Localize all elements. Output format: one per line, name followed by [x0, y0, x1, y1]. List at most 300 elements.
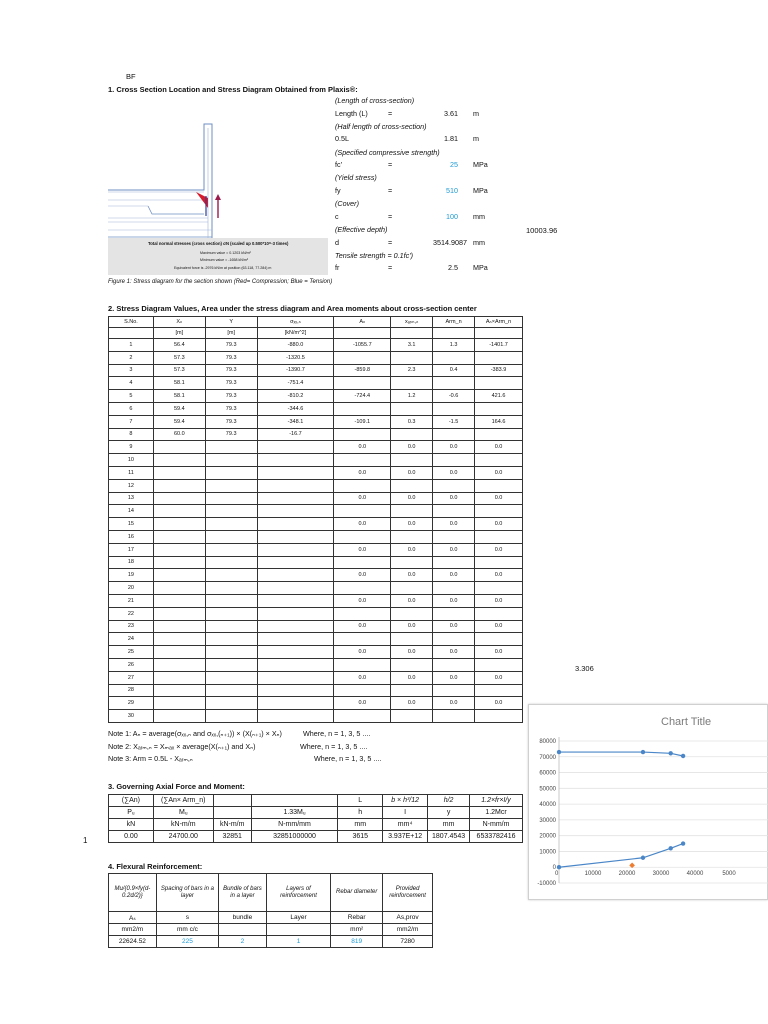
- table-cell: [257, 466, 334, 479]
- note-text: Note 2: Xₐᵣₘ,ₙ = Xₘₐₓ × average(X(ₙ₊₁) and Xₙ): [108, 741, 256, 751]
- table-cell: [334, 658, 391, 671]
- table-row: [109, 466, 523, 479]
- table-cell: 6533782416: [470, 831, 523, 843]
- table-cell: [475, 582, 523, 595]
- table-cell: [433, 454, 475, 467]
- table-cell: mm: [338, 819, 383, 831]
- table-cell: [475, 710, 523, 723]
- plot-max: Maximum value = 0.1203 kN/m²: [200, 251, 251, 255]
- table-cell: [m]: [205, 328, 257, 339]
- table-cell: [257, 505, 334, 518]
- table-cell[interactable]: 2: [219, 936, 267, 948]
- param-equals: =: [388, 185, 393, 195]
- table-cell: -1.5: [433, 415, 475, 428]
- table-cell: kN-m/m: [153, 819, 213, 831]
- table-cell: -1390.7: [257, 364, 334, 377]
- table-cell: [205, 505, 257, 518]
- param-note: (Yield stress): [335, 173, 377, 183]
- table-cell: [205, 441, 257, 454]
- table-cell[interactable]: 819: [331, 936, 383, 948]
- table-cell: 0.0: [391, 594, 433, 607]
- side-value-arm: 3.306: [575, 664, 594, 673]
- table-cell: 28: [109, 684, 154, 697]
- side-value-effective: 10003.96: [526, 226, 558, 235]
- table-cell: [475, 428, 523, 441]
- table-cell: -344.6: [257, 402, 334, 415]
- param-value: 3.61: [444, 108, 458, 118]
- table-cell: 421.6: [475, 390, 523, 403]
- param-value: 25: [450, 160, 458, 170]
- table-cell: [433, 633, 475, 646]
- table-cell: [433, 351, 475, 364]
- x-tick-label: 0: [555, 871, 559, 878]
- table-cell: [475, 351, 523, 364]
- table-cell: y: [428, 807, 470, 819]
- table-cell: 0.0: [334, 543, 391, 556]
- table-row: [109, 390, 523, 403]
- table-cell: [334, 505, 391, 518]
- section-4-title: 4. Flexural Reinforcement:: [108, 862, 203, 871]
- table-cell: [391, 658, 433, 671]
- table-cell: [475, 479, 523, 492]
- table-cell: [205, 530, 257, 543]
- table-cell: 0.0: [433, 466, 475, 479]
- table-cell: (∑An× Arm_n): [153, 795, 213, 807]
- table-cell: [257, 710, 334, 723]
- table-cell: [475, 454, 523, 467]
- table-cell: 0.0: [475, 646, 523, 659]
- param-unit: MPa: [473, 263, 488, 273]
- table-cell: [334, 454, 391, 467]
- table-cell: 0.0: [475, 518, 523, 531]
- table-cell: 24: [109, 633, 154, 646]
- table-cell: [391, 328, 433, 339]
- table-cell: 32851000000: [251, 831, 338, 843]
- table-cell: [433, 684, 475, 697]
- table-row: [109, 402, 523, 415]
- table-cell: [334, 377, 391, 390]
- table-cell: [475, 633, 523, 646]
- table-cell: [391, 710, 433, 723]
- section-3-title: 3. Governing Axial Force and Moment:: [108, 782, 245, 791]
- table-cell: [257, 646, 334, 659]
- table-cell: Aₛ: [109, 912, 157, 924]
- table-cell: Xₙ: [153, 317, 205, 328]
- param-unit: mm: [473, 211, 485, 221]
- table-cell: 57.3: [153, 364, 205, 377]
- param-equals: =: [388, 237, 393, 247]
- table-cell: [205, 658, 257, 671]
- table-cell: [433, 556, 475, 569]
- table-cell: 0.0: [334, 518, 391, 531]
- param-note: (Effective depth): [335, 225, 388, 234]
- y-tick-label: 10000: [539, 849, 556, 856]
- table-cell: 1: [109, 339, 154, 352]
- y-tick-label: 70000: [539, 754, 556, 761]
- y-tick-label: 20000: [539, 833, 556, 840]
- table-cell: 1807.4543: [428, 831, 470, 843]
- y-tick-label: 0: [552, 865, 556, 872]
- table-cell: [205, 543, 257, 556]
- table-cell: 57.3: [153, 351, 205, 364]
- table-row: [109, 428, 523, 441]
- table-cell: S.No.: [109, 317, 154, 328]
- table-cell: 59.4: [153, 415, 205, 428]
- param-equals: =: [388, 108, 393, 118]
- param-note: Tensile strength = 0.1fc'): [335, 250, 414, 260]
- table-cell: [153, 441, 205, 454]
- table-cell: 10: [109, 454, 154, 467]
- table-cell: [205, 633, 257, 646]
- table-cell: 0.0: [391, 441, 433, 454]
- table-cell: [257, 518, 334, 531]
- table-cell: [334, 428, 391, 441]
- table-cell: 1.3: [433, 339, 475, 352]
- table-row: [109, 505, 523, 518]
- table-cell: 3: [109, 364, 154, 377]
- table-cell: [205, 518, 257, 531]
- table-row: [109, 339, 523, 352]
- table-row: [109, 697, 523, 710]
- table-cell: [205, 582, 257, 595]
- flexural-reinforcement-table: [108, 873, 433, 948]
- data-point: [668, 846, 672, 850]
- table-cell: [153, 710, 205, 723]
- table-cell: 0.0: [433, 671, 475, 684]
- param-value: 100: [446, 211, 458, 221]
- table-cell: [334, 402, 391, 415]
- param-label: fc': [335, 160, 342, 170]
- table-cell: mm⁴: [383, 819, 428, 831]
- table-cell: [475, 505, 523, 518]
- table-cell: [257, 556, 334, 569]
- table-cell: Layer: [266, 912, 330, 924]
- table-cell: [334, 633, 391, 646]
- table-cell: [257, 684, 334, 697]
- table-cell: [153, 454, 205, 467]
- table-cell: [334, 328, 391, 339]
- param-label: 0.5L: [335, 134, 349, 144]
- param-value: 2.5: [448, 263, 458, 273]
- note-where: Where, n = 1, 3, 5 ....: [300, 741, 368, 751]
- table-cell: [433, 328, 475, 339]
- table-cell: [205, 556, 257, 569]
- table-cell: 79.3: [205, 402, 257, 415]
- table-cell: [257, 441, 334, 454]
- table-cell: [475, 684, 523, 697]
- table-cell: b × h³/12: [383, 795, 428, 807]
- table-cell: xₐᵣₘ,ₙ: [391, 317, 433, 328]
- y-tick-label: 50000: [539, 786, 556, 793]
- table-cell: mm: [428, 819, 470, 831]
- table-cell: [334, 530, 391, 543]
- table-cell: 0.0: [475, 594, 523, 607]
- table-cell: 0.0: [433, 646, 475, 659]
- table-cell: [391, 530, 433, 543]
- table-cell: [m]: [153, 328, 205, 339]
- table-cell: 17: [109, 543, 154, 556]
- table-cell: [391, 633, 433, 646]
- table-row: [109, 924, 433, 936]
- table-cell: [153, 620, 205, 633]
- table-row: [109, 831, 523, 843]
- table-row: [109, 819, 523, 831]
- table-cell: 4: [109, 377, 154, 390]
- table-cell: [475, 328, 523, 339]
- table-cell: mm2/m: [109, 924, 157, 936]
- table-cell: 32851: [213, 831, 251, 843]
- table-cell: [433, 505, 475, 518]
- table-cell: 2: [109, 351, 154, 364]
- y-tick-label: 80000: [539, 739, 556, 745]
- table-cell: 0.0: [391, 620, 433, 633]
- table-row: [109, 710, 523, 723]
- data-point: [557, 750, 561, 754]
- y-tick-label: 30000: [539, 817, 556, 824]
- table-cell: -1320.5: [257, 351, 334, 364]
- table-cell: Mᵤ: [153, 807, 213, 819]
- table-row: [109, 807, 523, 819]
- table-cell: [475, 607, 523, 620]
- table-cell: 79.3: [205, 415, 257, 428]
- table-cell: [257, 582, 334, 595]
- table-cell: 0.0: [334, 492, 391, 505]
- chart-plot: [529, 705, 768, 901]
- table-cell: 1.2: [391, 390, 433, 403]
- x-tick-label: 40000: [686, 871, 704, 878]
- table-row: [109, 492, 523, 505]
- table-cell: 25: [109, 646, 154, 659]
- table-cell: [334, 556, 391, 569]
- section-1-title: 1. Cross Section Location and Stress Diagram Obtained from Plaxis®:: [108, 85, 358, 94]
- table-row: [109, 594, 523, 607]
- table-cell: mm2/m: [383, 924, 433, 936]
- table-cell: [391, 454, 433, 467]
- table-cell: [257, 607, 334, 620]
- table-cell: 23: [109, 620, 154, 633]
- case-number: 1: [83, 836, 88, 845]
- table-cell: 0.0: [391, 518, 433, 531]
- data-point: [557, 865, 561, 869]
- table-cell: [475, 402, 523, 415]
- note-where: Where, n = 1, 3, 5 ....: [314, 754, 382, 763]
- table-cell: [kN/m^2]: [257, 328, 334, 339]
- param-label: Length (L): [335, 108, 368, 118]
- table-cell[interactable]: 225: [156, 936, 218, 948]
- table-cell: [153, 530, 205, 543]
- table-cell: 5: [109, 390, 154, 403]
- table-cell: [475, 377, 523, 390]
- table-cell: [205, 569, 257, 582]
- table-row: [109, 569, 523, 582]
- plot-min: Minimum value = -1658 kN/m²: [200, 258, 249, 262]
- table-cell: (∑An): [109, 795, 154, 807]
- table-cell: 0.0: [433, 594, 475, 607]
- param-unit: MPa: [473, 185, 488, 195]
- table-cell: [205, 466, 257, 479]
- x-tick-label: 10000: [584, 871, 602, 878]
- table-cell: 27: [109, 671, 154, 684]
- axial-force-moment-table: [108, 794, 523, 843]
- table-cell: 0.0: [433, 518, 475, 531]
- table-cell: [219, 924, 267, 936]
- table-cell: 58.1: [153, 377, 205, 390]
- table-cell: 0.0: [391, 466, 433, 479]
- table-cell: [266, 924, 330, 936]
- table-cell: [109, 328, 154, 339]
- table-cell: -859.8: [334, 364, 391, 377]
- table-cell: 79.3: [205, 377, 257, 390]
- table-cell: [205, 492, 257, 505]
- table-row: [109, 364, 523, 377]
- table-cell: Spacing of bars in a layer: [156, 874, 218, 912]
- table-cell: [153, 518, 205, 531]
- table-cell: kN: [109, 819, 154, 831]
- table-cell: [205, 620, 257, 633]
- table-cell: [205, 607, 257, 620]
- table-cell: [153, 684, 205, 697]
- table-cell: [153, 633, 205, 646]
- embedded-chart[interactable]: [528, 704, 768, 900]
- table-row: [109, 518, 523, 531]
- table-cell: [153, 569, 205, 582]
- table-row: [109, 441, 523, 454]
- table-cell: [153, 492, 205, 505]
- section-2-title: 2. Stress Diagram Values, Area under the stress diagram and Area moments about cross-section center: [108, 304, 477, 313]
- table-cell: 0.0: [433, 620, 475, 633]
- table-cell: [257, 569, 334, 582]
- table-cell: [391, 684, 433, 697]
- table-cell: 12: [109, 479, 154, 492]
- note-where: Where, n = 1, 3, 5 ....: [303, 729, 371, 738]
- table-cell: [433, 402, 475, 415]
- param-label: c: [335, 211, 339, 221]
- table-row: [109, 684, 523, 697]
- table-cell: I: [383, 807, 428, 819]
- table-cell: [433, 658, 475, 671]
- table-row: [109, 377, 523, 390]
- table-cell: [257, 454, 334, 467]
- table-cell: [433, 377, 475, 390]
- table-cell: 0.0: [391, 671, 433, 684]
- table-row: [109, 317, 523, 328]
- param-equals: =: [388, 160, 393, 170]
- table-cell: [205, 454, 257, 467]
- table-cell: [391, 556, 433, 569]
- stress-values-table: [108, 316, 523, 723]
- stress-diagram-figure: [108, 120, 328, 275]
- table-cell: [257, 658, 334, 671]
- param-note: (Cover): [335, 199, 359, 209]
- note-text: Note 3: Arm = 0.5L - Xₐᵣₘ,ₙ: [108, 754, 193, 763]
- table-cell: Y: [205, 317, 257, 328]
- table-cell: -348.1: [257, 415, 334, 428]
- table-cell: Arm_n: [433, 317, 475, 328]
- table-cell: 0.0: [391, 697, 433, 710]
- table-cell: [153, 543, 205, 556]
- table-cell: Mu/{0.9×fy(d-0.2d/2)}: [109, 874, 157, 912]
- table-cell: [334, 710, 391, 723]
- table-cell: 79.3: [205, 351, 257, 364]
- table-cell: N-mm/m: [470, 819, 523, 831]
- table-cell: 79.3: [205, 390, 257, 403]
- table-cell: [391, 479, 433, 492]
- table-cell: [334, 582, 391, 595]
- table-cell: Aₙ×Arm_n: [475, 317, 523, 328]
- table-cell: Rebar diameter: [331, 874, 383, 912]
- table-cell: 79.3: [205, 428, 257, 441]
- table-cell: [205, 710, 257, 723]
- table-cell: [153, 466, 205, 479]
- table-row: [109, 543, 523, 556]
- table-cell: [433, 710, 475, 723]
- table-cell: 60.0: [153, 428, 205, 441]
- table-cell: -109.1: [334, 415, 391, 428]
- data-point: [668, 751, 672, 755]
- table-row: [109, 658, 523, 671]
- param-unit: m: [473, 134, 479, 144]
- table-cell: 0.0: [334, 646, 391, 659]
- table-row: [109, 328, 523, 339]
- param-note: (Length of cross-section): [335, 96, 415, 105]
- table-cell: 0.0: [391, 646, 433, 659]
- table-cell: [153, 697, 205, 710]
- data-point: [641, 750, 645, 754]
- table-cell: 7280: [383, 936, 433, 948]
- table-row: [109, 646, 523, 659]
- table-cell: 0.0: [433, 569, 475, 582]
- param-value: 3514.9087: [433, 237, 467, 247]
- table-cell: [213, 807, 251, 819]
- table-cell: 0.0: [475, 466, 523, 479]
- table-cell: 0.0: [475, 697, 523, 710]
- table-cell: 22624.52: [109, 936, 157, 948]
- table-cell: 29: [109, 697, 154, 710]
- table-cell: [433, 428, 475, 441]
- table-row: [109, 556, 523, 569]
- table-cell: 7: [109, 415, 154, 428]
- table-cell: [205, 671, 257, 684]
- table-cell: 0.0: [334, 441, 391, 454]
- table-cell[interactable]: 1: [266, 936, 330, 948]
- table-cell: 0.0: [433, 492, 475, 505]
- param-equals: =: [388, 211, 393, 221]
- table-cell: 14: [109, 505, 154, 518]
- table-cell: L: [338, 795, 383, 807]
- x-tick-label: 30000: [652, 871, 670, 878]
- table-cell: [391, 505, 433, 518]
- table-cell: [257, 671, 334, 684]
- y-tick-label: -10000: [537, 881, 556, 887]
- table-cell: 9: [109, 441, 154, 454]
- table-cell: [257, 697, 334, 710]
- table-cell: [251, 795, 338, 807]
- table-row: [109, 454, 523, 467]
- table-row: [109, 415, 523, 428]
- table-cell: 0.0: [391, 492, 433, 505]
- table-cell: 79.3: [205, 339, 257, 352]
- x-tick-label: 5000: [722, 871, 736, 878]
- table-cell: [205, 594, 257, 607]
- table-row: [109, 671, 523, 684]
- table-cell: [213, 795, 251, 807]
- table-cell: 21: [109, 594, 154, 607]
- param-label: fy: [335, 185, 341, 195]
- param-note: (Half length of cross-section): [335, 121, 427, 131]
- table-cell: 30: [109, 710, 154, 723]
- table-cell: -16.7: [257, 428, 334, 441]
- table-cell: 0.0: [334, 466, 391, 479]
